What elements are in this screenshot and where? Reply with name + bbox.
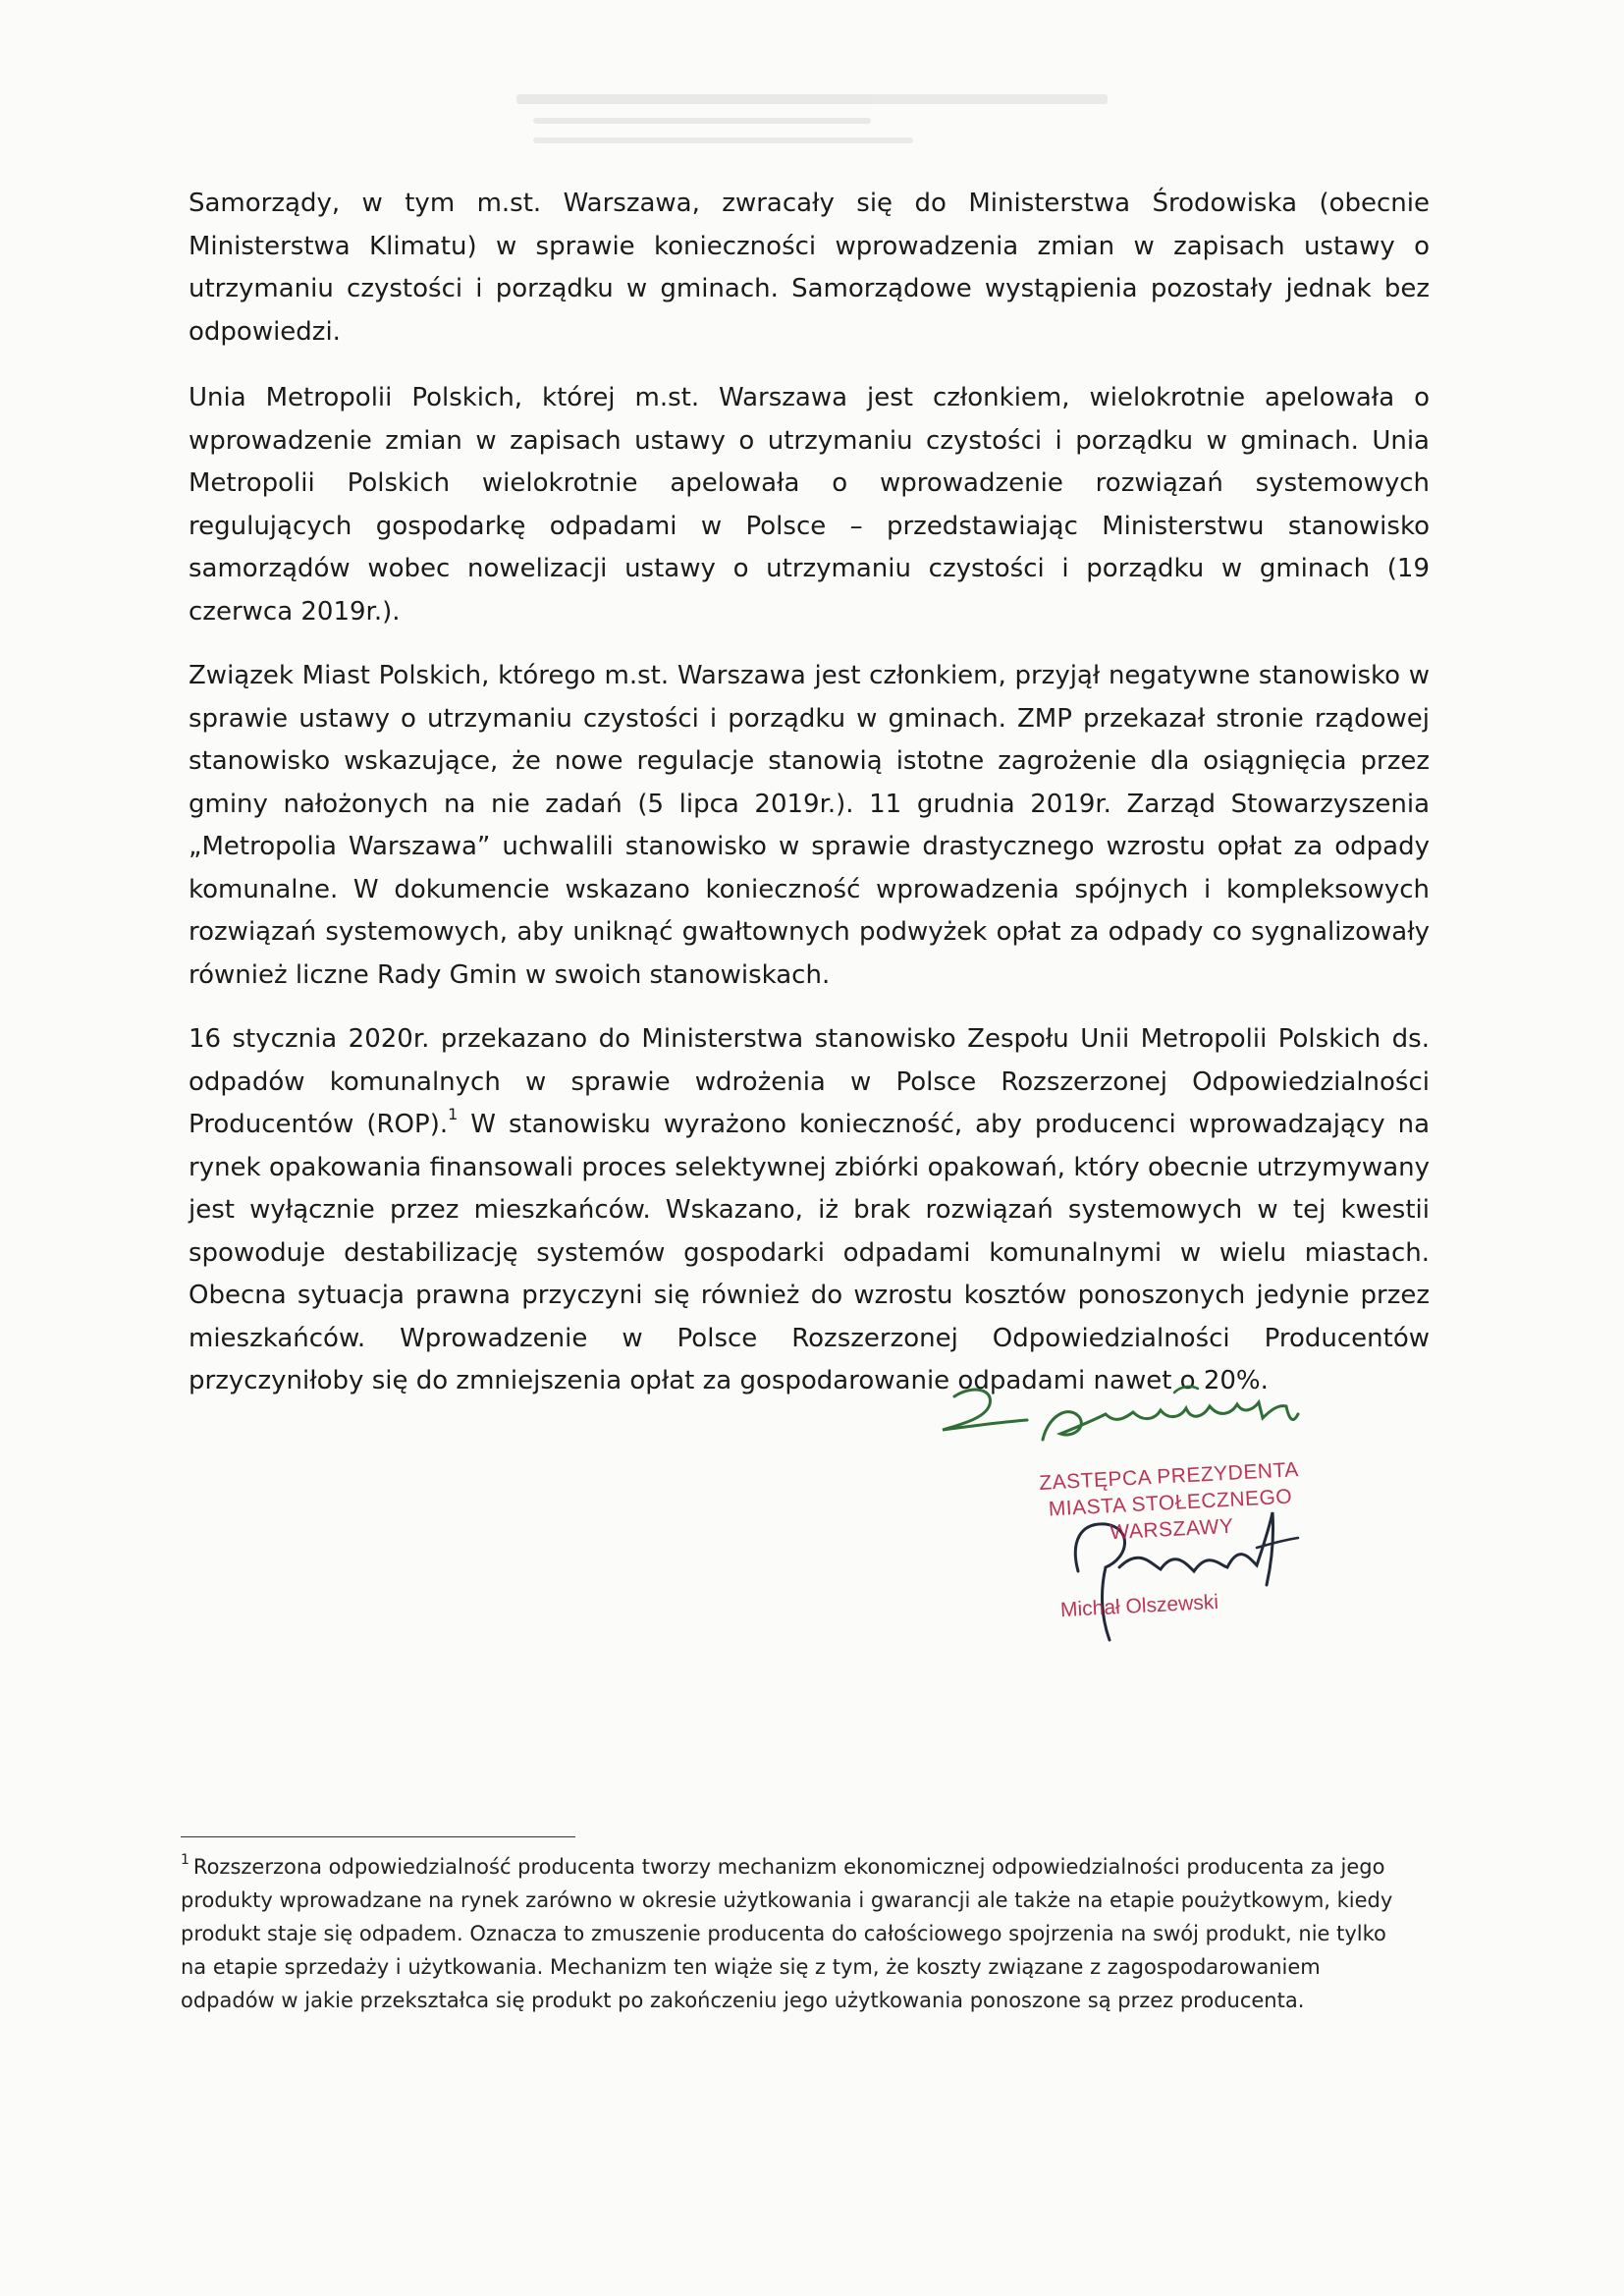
paragraph-4-start: 16 stycznia 2020r. przekazano do Ministerstwa stanowisko Zespołu Unii Metropolii Polskich ds. odpadów komunalnych w sprawie wdrożenia w Polsce Rozszerzonej Odpowiedzialności Producentów (ROP). — [189, 1024, 1430, 1139]
footnote-text: Rozszerzona odpowiedzialność producenta tworzy mechanizm ekonomicznej odpowiedzialności producenta za jego produkty wprowadzane na rynek zarówno w okresie użytkowania i gwarancji ale także na etapie poużytkowym, kiedy produkt staje się odpadem. Oznacza to zmuszenie producenta do całościowego spojrzenia na swój produkt, nie tylko na etapie sprzedaży i użytkowania. Mechanizm ten wiąże się z tym, że koszty związane z zagospodarowaniem odpadów w jakie przekształca się produkt po zakończeniu jego użytkowania ponoszone są przez producenta. — [181, 1855, 1393, 2012]
footnote-reference[interactable]: 1 — [448, 1105, 459, 1124]
signature-block — [933, 1375, 1365, 1669]
paragraph-2: Unia Metropolii Polskich, której m.st. Warszawa jest członkiem, wielokrotnie apelowała o wprowadzenie zmian w zapisach ustawy o utrzymaniu czystości i porządku w gminach. Unia Metropolii Polskich wielokrotnie apelowała o wprowadzenie rozwiązań systemowych regulujących gospodarkę odpadami w Polsce – przedstawiając Ministerstwu stanowisko samorządów wobec nowelizacji ustawy o utrzymaniu czystości i porządku w gminach (19 czerwca 2019r.). — [189, 383, 1430, 627]
stamp-office: MIASTA STOŁECZNEGO WARSZAWY — [1048, 1485, 1293, 1545]
paragraph-3: Związek Miast Polskich, którego m.st. Warszawa jest członkiem, przyjął negatywne stanowisko w sprawie ustawy o utrzymaniu czystości i porządku w gminach. ZMP przekazał stronie rządowej stanowisko wskazujące, że nowe regulacje stanowią istotne zagrożenie dla osiągnięcia przez gminy nałożonych na nie zadań (5 lipca 2019r.). 11 grudnia 2019r. Zarząd Stowarzyszenia „Metropolia Warszawa” uchwalili stanowisko w sprawie drastycznego wzrostu opłat za odpady komunalne. W dokumencie wskazano konieczność wprowadzenia spójnych i kompleksowych rozwiązań systemowych, aby uniknąć gwałtownych podwyżek opłat za odpady co sygnalizowały również liczne Rady Gmin w swoich stanowiskach. — [189, 661, 1430, 990]
footnote-number: 1 — [181, 1852, 189, 1868]
paragraph-4 — [189, 1018, 1430, 1403]
footnote — [181, 1850, 1406, 2017]
footnote-separator — [181, 1836, 575, 1837]
stamp-title: ZASTĘPCA PREZYDENTA — [1038, 1458, 1300, 1495]
paragraph-1: Samorządy, w tym m.st. Warszawa, zwracały się do Ministerstwa Środowiska (obecnie Ministerstwa Klimatu) w sprawie konieczności wprowadzenia zmian w zapisach ustawy o utrzymaniu czystości i porządku w gminach. Samorządowe wystąpienia pozostały jednak bez odpowiedzi. — [189, 189, 1430, 347]
stamp-signatory: Michał Olszewski — [1059, 1590, 1219, 1622]
letter-body — [189, 183, 1430, 1429]
paragraph-4-end: W stanowisku wyrażono konieczność, aby producenci wprowadzający na rynek opakowania finansowali proces selektywnej zbiórki opakowań, który obecnie utrzymywany jest wyłącznie przez mieszkańców. Wskazano, iż brak rozwiązań systemowych w tej kwestii spowoduje destabilizację systemów gospodarki odpadami komunalnymi w wielu miastach. Obecna sytuacja prawna przyczyni się również do wzrostu kosztów ponoszonych jedynie przez mieszkańców. Wprowadzenie w Polsce Rozszerzonej Odpowiedzialności Producentów przyczyniłoby się do zmniejszenia opłat za gospodarowanie odpadami nawet o 20%. — [189, 1110, 1431, 1395]
